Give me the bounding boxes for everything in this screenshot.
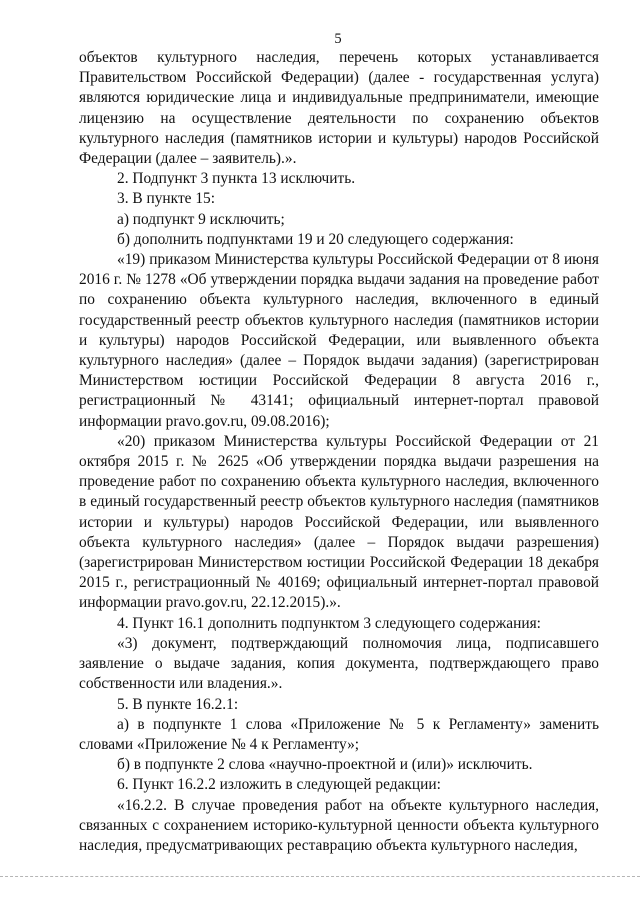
- paragraph-item-3a: а) подпункт 9 исключить;: [117, 210, 285, 228]
- paragraph-subitem-3: «3) документ, подтверждающий полномочия лица, подписавшего заявление о выдаче задания, копия документа, подтверждающего право собственности или владения.».: [79, 634, 599, 693]
- document-body: [79, 48, 599, 856]
- paragraph-item-5: 5. В пункте 16.2.1:: [117, 695, 239, 713]
- paragraph-item-2: 2. Подпункт 3 пункта 13 исключить.: [117, 170, 356, 188]
- page-number: 5: [334, 31, 342, 47]
- paragraph-applicants-definition: объектов культурного наследия, перечень которых устанавливается Правительством Российской Федерации) (далее - государственная услуга) являются юридические лица и индивидуальные предприниматели, имеющие лицензию на осуществление деятельности по сохранению объектов культурного наследия (памятников истории и культуры) народов Российской Федерации (далее – заявитель).».: [79, 49, 599, 168]
- paragraph-subitem-19: «19) приказом Министерства культуры Российской Федерации от 8 июня 2016 г. № 1278 «Об утверждении порядка выдачи задания на проведение работ по сохранению объекта культурного наследия, включенного в единый государственный реестр объектов культурного наследия (памятников истории и культуры) народов Российской Федерации, или выявленного объекта культурного наследия» (далее – Порядок выдачи задания) (зарегистрирован Министерством юстиции Российской Федерации 8 августа 2016 г., регистрационный № 43141; официальный интернет-портал правовой информации pravo.gov.ru, 09.08.2016);: [79, 251, 599, 430]
- paragraph-subitem-20: «20) приказом Министерства культуры Российской Федерации от 21 октября 2015 г. № 2625 «Об утверждении порядка выдачи разрешения на проведение работ по сохранению объекта культурного наследия, включенного в единый государственный реестр объектов культурного наследия (памятников истории и культуры) народов Российской Федерации, или выявленного объекта культурного наследия» (далее – Порядок выдачи разрешения) (зарегистрирован Министерством юстиции Российской Федерации 18 декабря 2015 г., регистрационный № 40169; официальный интернет-портал правовой информации pravo.gov.ru, 22.12.2015).».: [79, 432, 599, 612]
- paragraph-item-4: 4. Пункт 16.1 дополнить подпунктом 3 следующего содержания:: [117, 614, 541, 632]
- paragraph-item-5b: б) в подпункте 2 слова «научно-проектной и (или)» исключить.: [117, 756, 533, 774]
- scan-edge-line: [0, 876, 640, 877]
- paragraph-16-2-2: «16.2.2. В случае проведения работ на объекте культурного наследия, связанных с сохранением историко-культурной ценности объекта культурного наследия, предусматривающих реставрацию объекта культурного наследия,: [79, 796, 599, 854]
- paragraph-item-6: 6. Пункт 16.2.2 изложить в следующей редакции:: [117, 776, 441, 794]
- paragraph-item-3b: б) дополнить подпунктами 19 и 20 следующего содержания:: [117, 230, 514, 248]
- paragraph-item-5a: а) в подпункте 1 слова «Приложение № 5 к Регламенту» заменить словами «Приложение № 4 к Регламенту»;: [79, 715, 599, 753]
- paragraph-item-3: 3. В пункте 15:: [117, 190, 216, 208]
